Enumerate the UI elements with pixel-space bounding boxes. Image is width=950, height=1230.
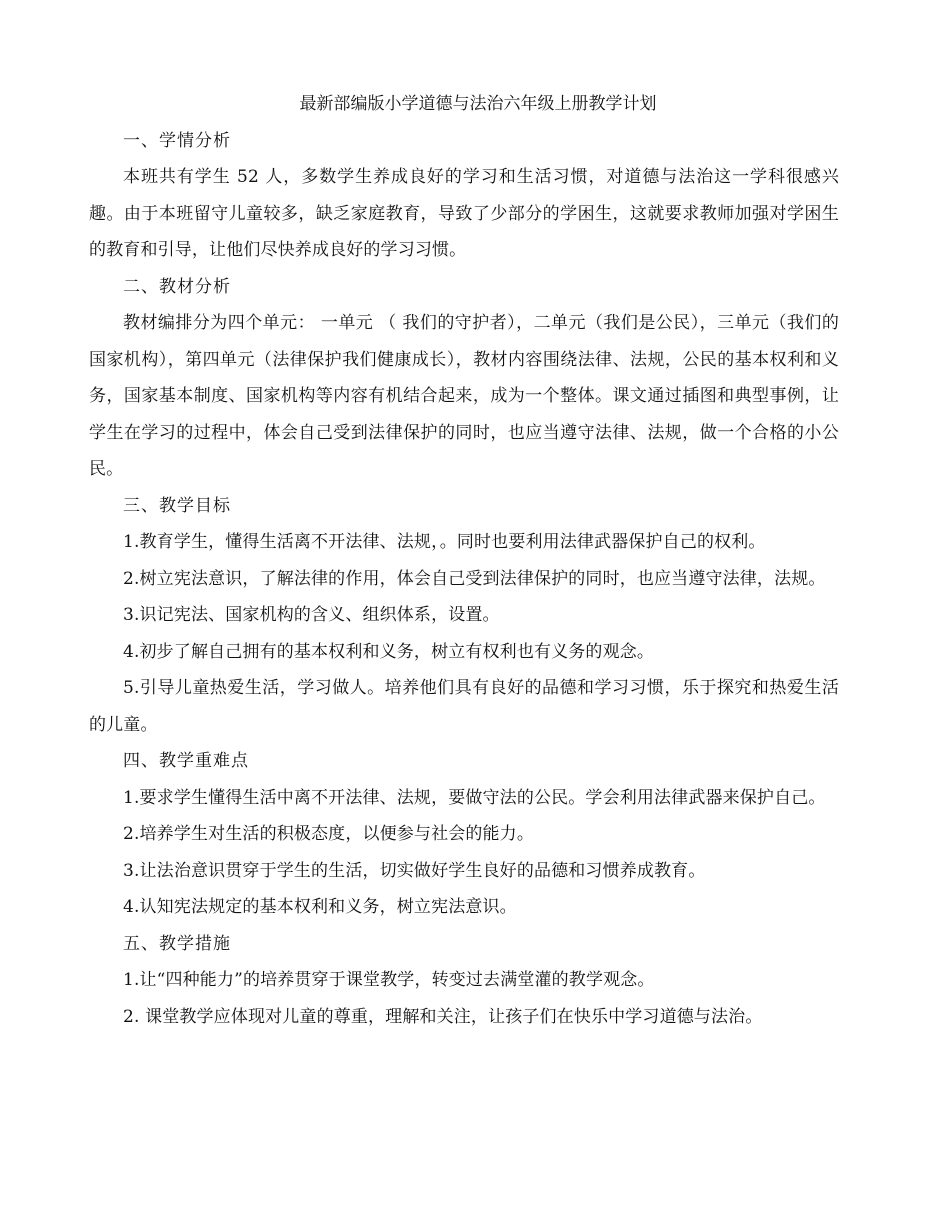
goal-item-4: 4.初步了解自己拥有的基本权利和义务，树立有权利也有义务的观念。 xyxy=(123,641,655,662)
key-point-item-1: 1.要求学生懂得生活中离不开法律、法规，要做守法的公民。学会利用法律武器来保护自己。 xyxy=(123,787,826,808)
key-point-item-3: 3.让法治意识贯穿于学生的生活，切实做好学生良好的品德和习惯养成教育。 xyxy=(123,860,706,881)
goal-item-5: 5.引导儿童热爱生活，学习做人。培养他们具有良好的品德和学习习惯，乐于探究和热爱生活的儿童。 xyxy=(89,678,839,735)
section-heading-goals: 三、教学目标 xyxy=(123,495,231,516)
key-point-item-4: 4.认知宪法规定的基本权利和义务，树立宪法意识。 xyxy=(123,897,517,917)
goal-item-1: 1.教育学生，懂得生活离不开法律、法规，。同时也要利用法律武器保护自己的权利。 xyxy=(123,532,766,552)
paragraph-situation: 本班共有学生 52 人，多数学生养成良好的学习和生活习惯，对道德与法治这一学科很感兴趣。由于本班留守儿童较多，缺乏家庭教育，导致了少部分的学困生，这就要求教师加强对学困生的教育和引导，让他们尽快养成良好的学习习惯。 xyxy=(89,167,839,260)
goal-item-2: 2.树立宪法意识，了解法律的作用，体会自己受到法律保护的同时，也应当遵守法律，法规。 xyxy=(123,568,826,589)
section-heading-measures: 五、教学措施 xyxy=(123,933,231,954)
paragraph-textbook: 教材编排分为四个单元： 一单元 （ 我们的守护者），二单元（我们是公民），三单元（我们的国家机构），第四单元（法律保护我们健康成长），教材内容围绕法律、法规，公民的基本权利和义务，国家基本制度、国家机构等内容有机结合起来，成为一个整体。课文通过插图和典型事例，让学生在学习的过程中，体会自己受到法律保护的同时，也应当遵守法律、法规，做一个合格的小公民。 xyxy=(89,313,839,479)
document-title: 最新部编版小学道德与法治六年级上册教学计划 xyxy=(299,94,657,114)
goal-item-3: 3.识记宪法、国家机构的含义、组织体系，设置。 xyxy=(123,605,500,625)
document-page xyxy=(89,86,839,1035)
section-heading-key-points: 四、教学重难点 xyxy=(123,751,249,771)
key-point-item-2: 2.培养学生对生活的积极态度，以便参与社会的能力。 xyxy=(123,824,534,844)
section-heading-situation: 一、学情分析 xyxy=(123,130,231,151)
measure-item-1: 1.让“四种能力”的培养贯穿于课堂教学，转变过去满堂灌的教学观念。 xyxy=(123,970,655,990)
section-heading-textbook: 二、教材分析 xyxy=(123,276,231,297)
measure-item-2: 2. 课堂教学应体现对儿童的尊重，理解和关注，让孩子们在快乐中学习道德与法治。 xyxy=(123,1006,763,1027)
